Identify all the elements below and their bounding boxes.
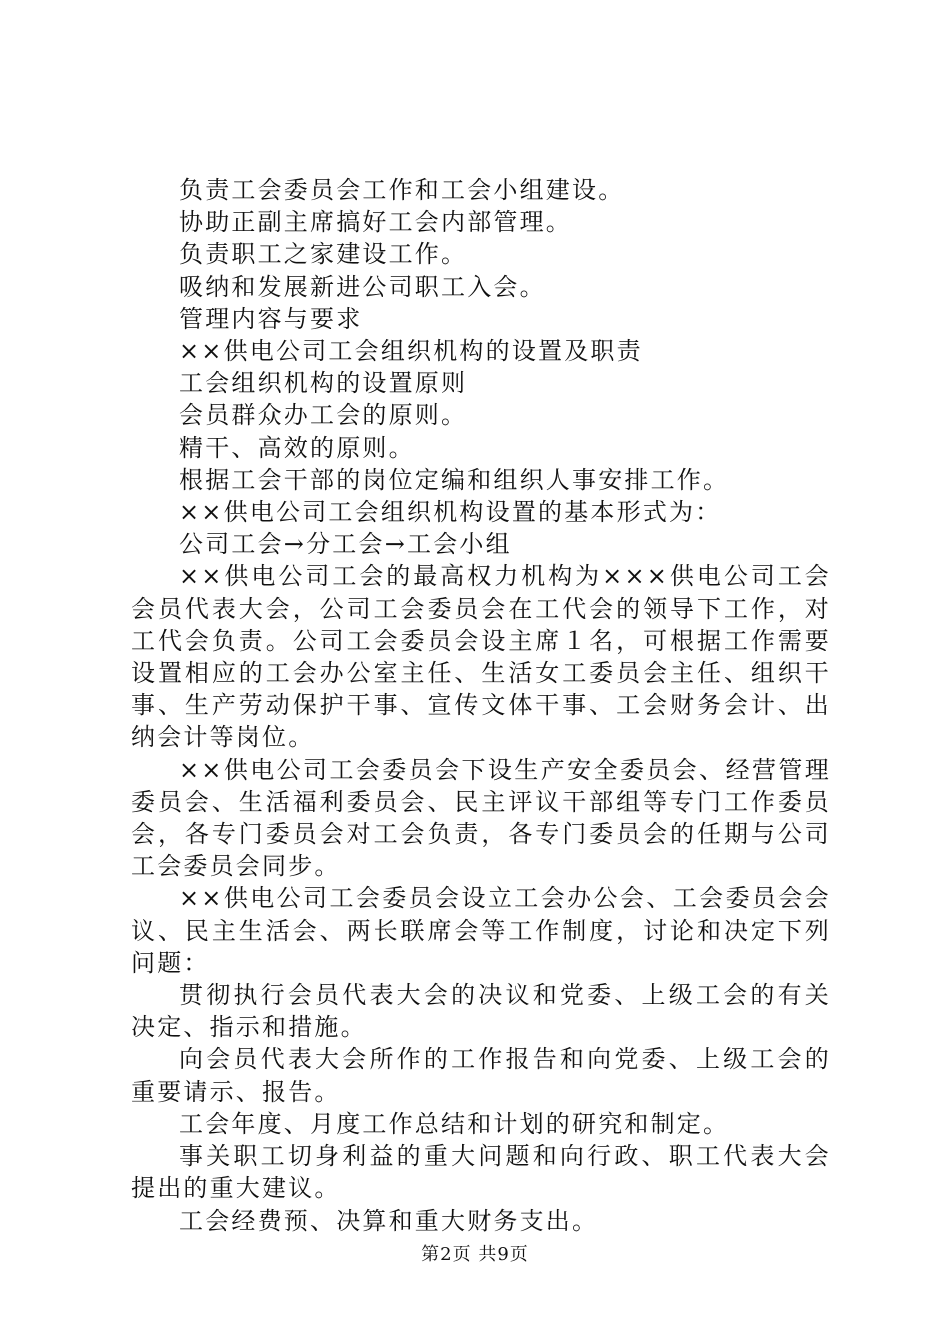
paragraph: 根据工会干部的岗位定编和组织人事安排工作。 bbox=[179, 465, 730, 494]
section-heading: 管理内容与要求 bbox=[179, 304, 363, 333]
paragraph: 协助正副主席搞好工会内部管理。 bbox=[179, 208, 572, 237]
paragraph: 会员群众办工会的原则。 bbox=[179, 401, 468, 430]
paragraph: ××供电公司工会委员会设立工会办公会、工会委员会会议、民主生活会、两长联席会等工作制度，讨论和决定下列问题： bbox=[131, 884, 831, 977]
list-item: 贯彻执行会员代表大会的决议和党委、上级工会的有关决定、指示和措施。 bbox=[131, 981, 831, 1042]
list-item: 工会年度、月度工作总结和计划的研究和制定。 bbox=[179, 1109, 730, 1138]
page-number-footer: 第2页 共9页 bbox=[421, 1244, 529, 1265]
document-body bbox=[131, 174, 831, 1237]
paragraph: 精干、高效的原则。 bbox=[179, 433, 415, 462]
paragraph: ××供电公司工会委员会下设生产安全委员会、经营管理委员会、生活福利委员会、民主评议干部组等专门工作委员会，各专门委员会对工会负责，各专门委员会的任期与公司工会委员会同步。 bbox=[131, 755, 831, 881]
list-item: 事关职工切身利益的重大问题和向行政、职工代表大会提出的重大建议。 bbox=[131, 1142, 831, 1203]
list-item: 工会经费预、决算和重大财务支出。 bbox=[179, 1206, 599, 1235]
paragraph: 负责工会委员会工作和工会小组建设。 bbox=[179, 176, 625, 204]
section-heading: ××供电公司工会组织机构的设置及职责 bbox=[179, 337, 643, 366]
paragraph: 负责职工之家建设工作。 bbox=[179, 240, 468, 269]
paragraph: ××供电公司工会组织机构设置的基本形式为： bbox=[179, 498, 722, 527]
paragraph: ××供电公司工会的最高权力机构为×××供电公司工会会员代表大会，公司工会委员会在工代会的领导下工作，对工代会负责。公司工会委员会设主席１名，可根据工作需要设置相应的工会办公室主任、生活女工委员会主任、组织干事、生产劳动保护干事、宣传文体干事、工会财务会计、出纳会计等岗位。 bbox=[131, 562, 831, 752]
subsection-heading: 工会组织机构的设置原则 bbox=[179, 369, 468, 398]
structure-flow: 公司工会→分工会→工会小组 bbox=[179, 530, 512, 559]
list-item: 向会员代表大会所作的工作报告和向党委、上级工会的重要请示、报告。 bbox=[131, 1045, 831, 1106]
paragraph: 吸纳和发展新进公司职工入会。 bbox=[179, 272, 546, 301]
